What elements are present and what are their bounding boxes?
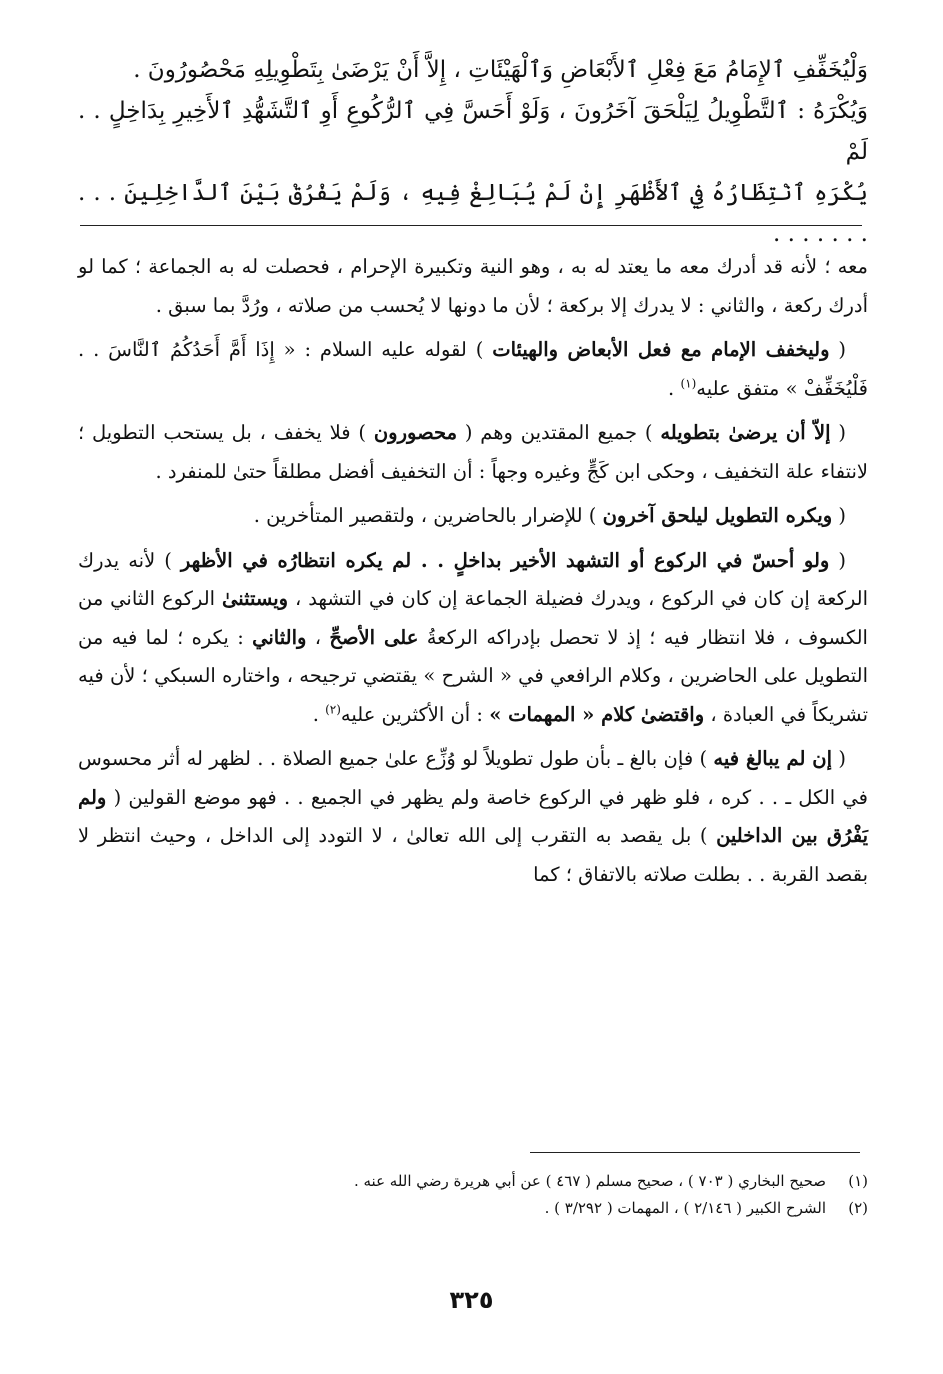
text-run: : أن الأكثرين عليه xyxy=(340,702,490,726)
text-run: ( xyxy=(832,747,846,770)
text-run: : يكره ؛ لما فيه من التطويل على الحاضرين ، وكلام الرافعي في « الشرح » يقتضي ترجيحه ، واختاره السبكي ؛ لأن فيه تشريكاً في العبادة ، xyxy=(78,625,868,726)
text-run: . xyxy=(668,376,681,400)
text-run: ) لأنه يدرك الركعة إن كان في الركوع ، ويدرك فضيلة الجماعة إن كان في التشهد ، xyxy=(78,548,868,610)
footnote-2 xyxy=(200,1195,868,1222)
quoted-matn: واقتضىٰ كلام « المهمات » xyxy=(489,702,705,726)
text-run: ( xyxy=(832,504,846,527)
text-run: الركوع الثاني من الكسوف ، فلا انتظار فيه ؛ إذ لا تحصل بإدراكه الركعةُ xyxy=(78,587,868,649)
text-run: ( xyxy=(829,338,846,361)
matn-divider xyxy=(80,225,862,226)
text-run: ( xyxy=(830,421,846,444)
quoted-matn: إن لم يبالغ فيه xyxy=(713,747,833,770)
quoted-matn: والثاني xyxy=(252,625,307,649)
footnote-ref-1: (١) xyxy=(680,376,697,390)
quoted-matn: ولو أحسّ في الركوع أو التشهد الأخير بداخلٍ . . لم يكره انتظارُه في الأظهر xyxy=(180,548,830,572)
page-number: ٣٢٥ xyxy=(449,1286,494,1314)
quoted-matn: محصورون xyxy=(373,421,458,444)
commentary-text xyxy=(78,248,868,900)
footnote-text: الشرح الكبير ( ٢/١٤٦ ) ، المهمات ( ٣/٢٩٢ ) . xyxy=(544,1199,826,1217)
text-run: ) لقوله عليه السلام : « إِذَا أَمَّ أَحَدُكُمُ ٱلنَّاسَ . . فَلْيُخَفِّفْ » متفق عليه xyxy=(78,338,868,400)
footnote-divider xyxy=(530,1152,860,1153)
footnotes xyxy=(200,1168,868,1222)
text-run: ( xyxy=(829,548,847,572)
matn-line-2: وَيُكْرَهُ : ٱلتَّطْوِيلُ لِيَلْحَقَ آخَرُونَ ، وَلَوْ أَحَسَّ فِي ٱلرُّكُوعِ أَوِ ٱلتَّشَهُّدِ ٱلأَخِيرِ بِدَاخِلٍ . . لَمْ xyxy=(78,98,868,165)
matn-line-1: وَلْيُخَفِّفِ ٱلإِمَامُ مَعَ فِعْلِ ٱلأَبْعَاضِ وَٱلْهَيْئَاتِ ، إِلاَّ أَنْ يَرْضَىٰ بِتَطْوِيلِهِ مَحْصُورُونَ . xyxy=(133,57,868,83)
commentary-paragraph-2 xyxy=(78,331,868,408)
text-run: ) جميع المقتدين وهم ( xyxy=(457,421,661,444)
text-run: . xyxy=(312,702,326,726)
matn-line-3: يُكْرَهِ ٱنْتِظَارُهُ فِي ٱلأَظْهَرِ إِنْ لَمْ يُبَالِغْ فِيهِ ، وَلَمْ يَفْرُقْ بَيْنَ ٱلدَّاخِلِينَ . . . . . . . . . . xyxy=(78,180,868,247)
commentary-paragraph-4 xyxy=(78,497,868,536)
footnote-ref-2: (٢) xyxy=(325,702,341,716)
text-run: ) بل يقصد به التقرب إلى الله تعالىٰ ، لا التودد إلى الداخل ، وحيث انتظر لا بقصد القربة . . بطلت صلاته بالاتفاق ؛ كما xyxy=(78,824,868,886)
footnote-text: صحيح البخاري ( ٧٠٣ ) ، صحيح مسلم ( ٤٦٧ ) عن أبي هريرة رضي الله عنه . xyxy=(353,1172,826,1190)
text-run: ، xyxy=(306,625,330,649)
quoted-matn: وليخفف الإمام مع فعل الأبعاض والهيئات xyxy=(492,338,830,361)
quoted-matn: إلاّ أن يرضىٰ بتطويله xyxy=(660,421,831,444)
quoted-matn: ولم يَفْرُق بين الداخلين xyxy=(78,785,868,847)
quoted-matn: على الأصحِّ xyxy=(329,625,419,649)
commentary-paragraph-3 xyxy=(78,414,868,491)
text-run: ) فإن بالغ ـ بأن طول تطويلاً لو وُزِّع علىٰ جميع الصلاة . . لظهر له أثر محسوس في الكل ـ . . كره ، فلو ظهر في الركوع خاصة ولم يظهر في الجميع . . فهو موضع القولين ( xyxy=(78,747,868,809)
commentary-paragraph-5 xyxy=(78,542,868,735)
commentary-paragraph-1: معه ؛ لأنه قد أدرك معه ما يعتد له به ، وهو النية وتكبيرة الإحرام ، فحصلت له به الجماعة ؛ كما لو أدرك ركعة ، والثاني : لا يدرك إلا بركعة ؛ لأن ما دونها لا يُحسب من صلاته ، ورُدَّ بما سبق . xyxy=(78,255,868,317)
commentary-paragraph-6 xyxy=(78,740,868,894)
quoted-matn: ويستثنىٰ xyxy=(221,587,289,610)
footnote-1 xyxy=(200,1168,868,1195)
footnote-number: (٢) xyxy=(848,1199,868,1217)
footnote-number: (١) xyxy=(848,1172,868,1190)
text-run: ) فلا يخفف ، بل يستحب التطويل ؛ لانتفاء علة التخفيف ، وحكى ابن كَجٍّ وغيره وجهاً : أن التخفيف أفضل مطلقاً حتىٰ للمنفرد . xyxy=(78,421,868,483)
quoted-matn: ويكره التطويل ليلحق آخرون xyxy=(602,504,833,527)
text-run: ) للإضرار بالحاضرين ، ولتقصير المتأخرين . xyxy=(253,504,603,527)
